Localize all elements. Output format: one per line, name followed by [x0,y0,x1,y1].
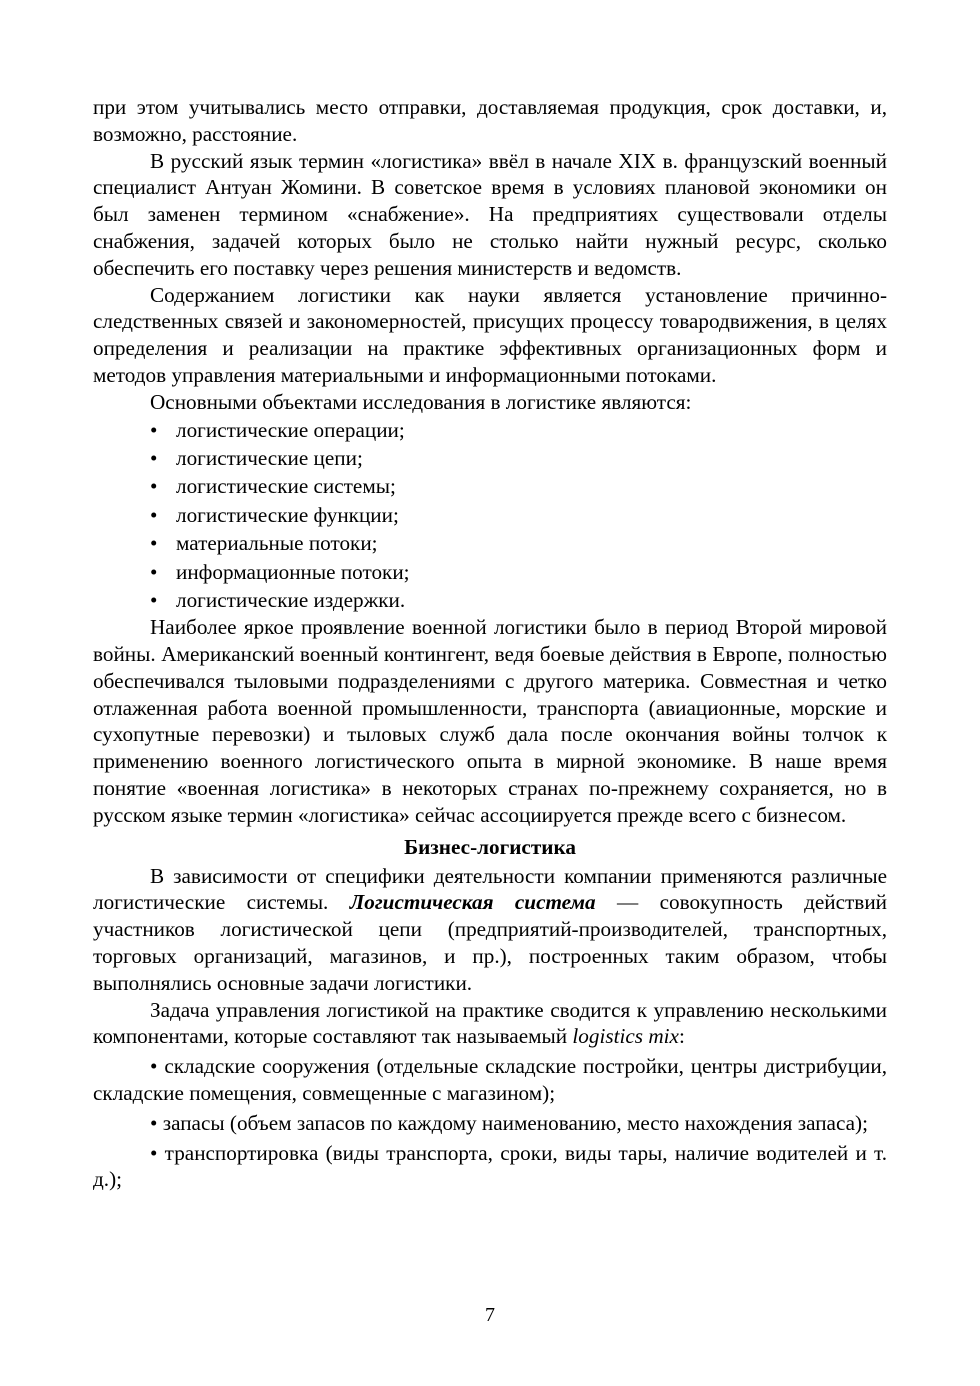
bullet-icon: • [150,1140,158,1165]
bullet-icon: • [150,559,158,584]
list-item-text: материальные потоки; [176,531,378,556]
bullet-icon: • [150,474,158,499]
mix-list-item [93,1110,887,1137]
bullet-icon: • [150,587,158,612]
list-item-text: информационные потоки; [176,559,410,584]
list-item [150,501,887,529]
paragraph-term-origin: В русский язык термин «логистика» ввёл в начале XIX в. французский военный специалист Антуан Жомини. В советское время в условиях плановой экономики он был заменен термином «снабжение». На предприятиях существовали отделы снабжения, задачей которых было не столько найти нужный ресурс, сколько обеспечить его поставку через решения министерств и ведомств. [93,148,887,280]
bullet-icon: • [150,417,158,442]
research-objects-list [93,416,887,615]
paragraph-research-objects-intro: Основными объектами исследования в логистике являются: [150,389,692,414]
paragraph-logistic-system-definition [93,863,887,997]
bullet-icon: • [150,445,158,470]
mix-item-text: запасы (объем запасов по каждому наименованию, место нахождения запаса); [162,1110,868,1135]
list-item-text: логистические цепи; [176,445,363,470]
list-item [150,586,887,614]
mix-intro-text: Задача управления логистикой на практике сводится к управлению несколькими компонентами, которые составляют так называемый [93,997,887,1049]
section-heading: Бизнес-логистика [404,834,576,859]
list-item [150,558,887,586]
mix-list-item [93,1140,887,1194]
mix-intro-colon: : [678,1024,685,1049]
paragraph-logistics-science: Содержанием логистики как науки является установление причинно-следственных связей и закономерностей, присущих процессу товародвижения, в целях определения и реализации на практике эффективных организационных форм и методов управления материальными и информационными потоками. [93,282,887,387]
list-item [150,529,887,557]
bullet-icon: • [150,531,158,556]
defined-term: Логистическая система [349,890,596,915]
bullet-icon: • [150,502,158,527]
list-item [150,444,887,472]
list-item-text: логистические издержки. [176,587,406,612]
list-item [150,472,887,500]
mix-item-text: складские сооружения (отдельные складские постройки, центры дистрибуции, складские помещения, совмещенные с магазином); [93,1054,888,1106]
mix-list-item [93,1053,887,1107]
foreign-term: logistics mix [572,1024,679,1049]
paragraph-military-logistics: Наиболее яркое проявление военной логистики было в период Второй мировой войны. Американский военный контингент, ведя боевые действия в Европе, полностью обеспечивался тыловыми подразделениями с другого материка. Совместная и четко отлаженная работа военной промышленности, транспорта (авиационные, морские и сухопутные перевозки) и тыловых служб дала после окончания войны толчок к применению военного логистического опыта в мирной экономике. В наше время понятие «военная логистика» в некоторых странах по-прежнему сохраняется, но в русском языке термин «логистика» сейчас ассоциируется прежде всего с бизнесом. [93,615,887,827]
bullet-icon: • [150,1054,158,1079]
page-body [93,94,887,1193]
list-item-text: логистические функции; [176,502,399,527]
bullet-icon: • [150,1110,158,1135]
paragraph-logistics-mix-intro [93,997,887,1051]
list-item [150,416,887,444]
definition-text: — совокупность действий участников логистической цепи (предприятий-производителей, транспортных, торговых организаций, магазинов, и пр.), построенных таким образом, чтобы выполнялись основные задачи логистики. [93,890,887,995]
mix-item-text: транспортировка (виды транспорта, сроки, виды тары, наличие водителей и т. д.); [93,1140,888,1192]
definition-lead-text: В зависимости от специфики деятельности компании применяются различные логистические системы. [93,863,887,915]
paragraph-shipping-continuation: при этом учитывались место отправки, доставляемая продукция, срок доставки, и, возможно, расстояние. [93,95,887,146]
page-number: 7 [485,1304,495,1326]
list-item-text: логистические операции; [176,417,405,442]
list-item-text: логистические системы; [176,474,396,499]
